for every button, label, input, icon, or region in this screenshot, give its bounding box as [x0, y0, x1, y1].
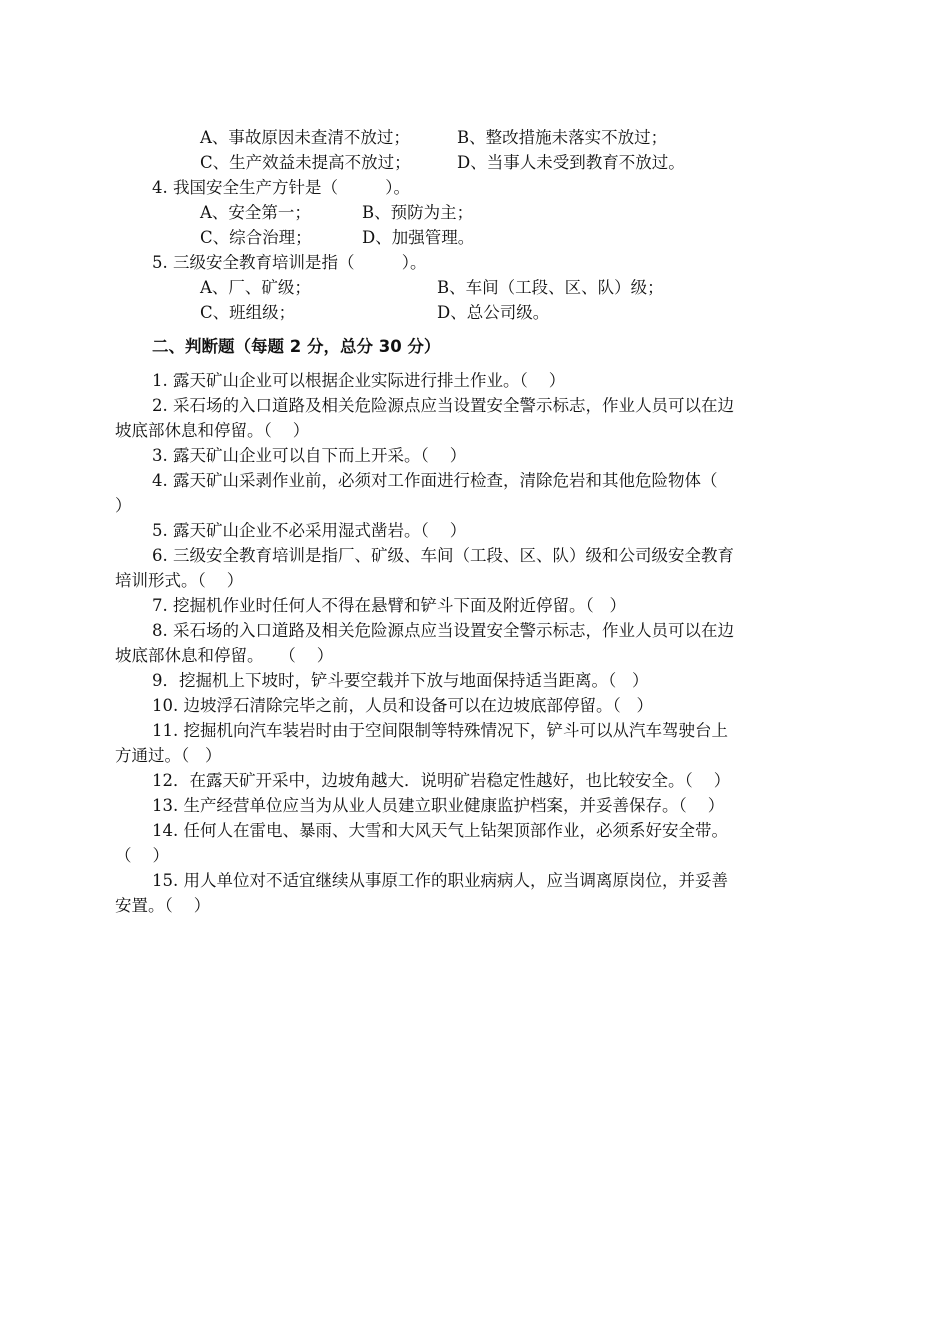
q4-option-a: A、安全第一；	[200, 203, 311, 222]
tf-line: 坡底部休息和停留。 （ ）	[115, 646, 334, 665]
tf-line: 9．挖掘机上下坡时，铲斗要空载并下放与地面保持适当距离。（ ）	[152, 671, 649, 690]
q3-option-c: C、生产效益未提高不放过；	[200, 153, 411, 172]
section-heading-true-false: 二、判断题（每题 2 分，总分 30 分）	[152, 337, 441, 356]
q5-option-d: D、总公司级。	[437, 303, 550, 322]
q4-stem: 4. 我国安全生产方针是（ ）。	[152, 178, 410, 197]
q5-option-b: B、车间（工段、区、队）级；	[437, 278, 664, 297]
tf-line: 14. 任何人在雷电、暴雨、大雪和大风天气上钻架顶部作业，必须系好安全带。	[152, 821, 728, 840]
tf-line: 10. 边坡浮石清除完毕之前，人员和设备可以在边坡底部停留。（ ）	[152, 696, 653, 715]
q3-option-b: B、整改措施未落实不放过；	[457, 128, 668, 147]
tf-line: 4. 露天矿山采剥作业前，必须对工作面进行检查，清除危岩和其他危险物体（	[152, 471, 718, 490]
tf-line: ）	[115, 496, 132, 515]
q4-option-c: C、综合治理；	[200, 228, 312, 247]
tf-line: 15. 用人单位对不适宜继续从事原工作的职业病病人，应当调离原岗位，并妥善	[152, 871, 728, 890]
tf-line: 12．在露天矿开采中，边坡角越大．说明矿岩稳定性越好，也比较安全。（ ）	[152, 771, 731, 790]
tf-line: 2. 采石场的入口道路及相关危险源点应当设置安全警示标志，作业人员可以在边	[152, 396, 734, 415]
tf-line: 7. 挖掘机作业时任何人不得在悬臂和铲斗下面及附近停留。（ ）	[152, 596, 626, 615]
q5-option-c: C、班组级；	[200, 303, 296, 322]
tf-line: 1. 露天矿山企业可以根据企业实际进行排土作业。（ ）	[152, 371, 566, 390]
tf-line: 5. 露天矿山企业不必采用湿式凿岩。（ ）	[152, 521, 467, 540]
tf-line: 3. 露天矿山企业可以自下而上开采。（ ）	[152, 446, 467, 465]
q5-option-a: A、厂、矿级；	[200, 278, 311, 297]
tf-line: 11. 挖掘机向汽车装岩时由于空间限制等特殊情况下，铲斗可以从汽车驾驶台上	[152, 721, 728, 740]
tf-line: 坡底部休息和停留。（ ）	[115, 421, 310, 440]
tf-line: 6. 三级安全教育培训是指厂、矿级、车间（工段、区、队）级和公司级安全教育	[152, 546, 734, 565]
q5-stem: 5. 三级安全教育培训是指（ ）。	[152, 253, 427, 272]
q4-option-b: B、预防为主；	[362, 203, 474, 222]
tf-line: 13. 生产经营单位应当为从业人员建立职业健康监护档案，并妥善保存。（ ）	[152, 796, 725, 815]
q4-option-d: D、加强管理。	[362, 228, 475, 247]
q3-option-d: D、当事人未受到教育不放过。	[457, 153, 685, 172]
tf-line: 培训形式。（ ）	[115, 571, 244, 590]
tf-line: 方通过。（ ）	[115, 746, 222, 765]
tf-line: （ ）	[115, 846, 169, 865]
q3-option-a: A、事故原因未查清不放过；	[200, 128, 410, 147]
tf-line: 安置。（ ）	[115, 896, 211, 915]
tf-line: 8. 采石场的入口道路及相关危险源点应当设置安全警示标志，作业人员可以在边	[152, 621, 734, 640]
